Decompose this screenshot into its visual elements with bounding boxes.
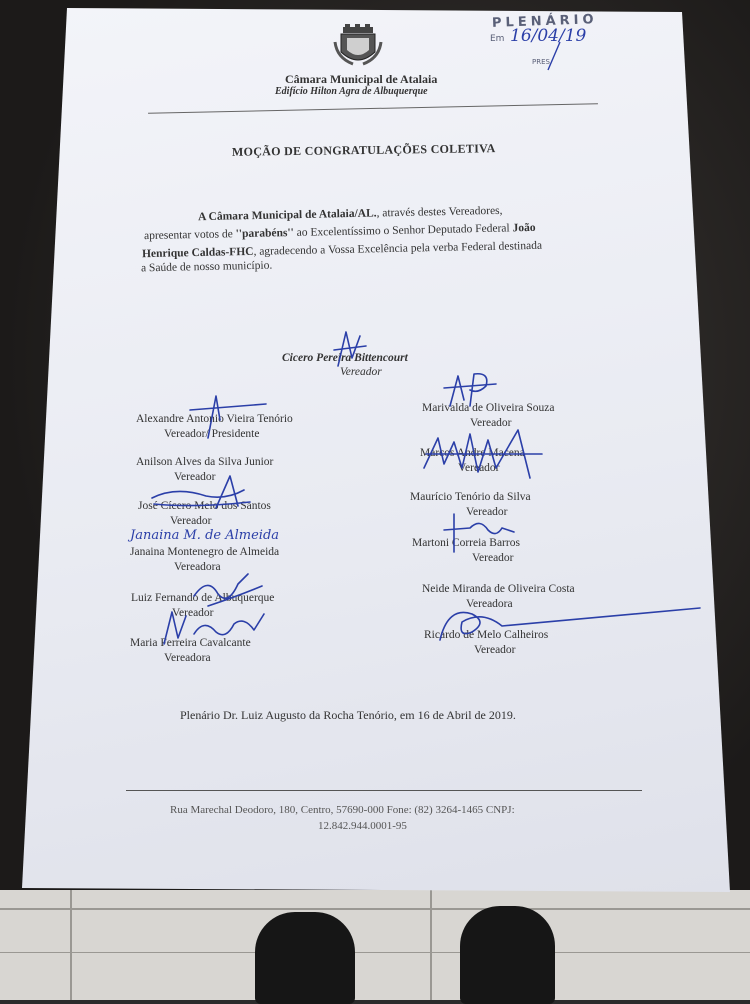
footer-address: Rua Marechal Deodoro, 180, Centro, 57690-000 Fone: (82) 3264-1465 CNPJ:: [170, 804, 515, 816]
signature-right-6: [432, 600, 707, 646]
signer-left-4-name: Janaina Montenegro de Almeida: [130, 546, 280, 558]
signature-left-3: [146, 468, 256, 514]
footer-cnpj: 12.842.944.0001-95: [318, 820, 407, 832]
stamp-prefix: Em: [490, 34, 505, 44]
signer-left-3-name: José Cícero Melo dos Santos: [138, 500, 271, 512]
signer-left-1-name: Alexandre Antonio Vieira Tenório: [136, 413, 293, 425]
signature-right-4: [440, 508, 520, 556]
signer-right-5-role: Vereadora: [466, 598, 513, 610]
stamp-date: 16/04/19: [510, 26, 587, 46]
building-name: Edifício Hilton Agra de Albuquerque: [275, 86, 428, 97]
signer-right-6-role: Vereador: [474, 644, 516, 656]
signer-left-1-role: Vereador/ Presidente: [164, 428, 260, 440]
signer-left-5-name: Luiz Fernando de Albuquerque: [131, 592, 275, 604]
signer-left-3-role: Vereador: [170, 515, 212, 527]
body-line-2b: ''parabéns'': [235, 226, 294, 241]
signer-left-6-name: Maria Ferreira Cavalcante: [130, 637, 251, 649]
signature-left-6: [160, 604, 270, 648]
body-line-1-text: , através destes Vereadores,: [376, 204, 503, 220]
body-line-1-bold: A Câmara Municipal de Atalaia/AL.: [197, 207, 377, 224]
body-line-3a: Henrique Caldas-FHC: [141, 245, 254, 261]
signer-right-2-name: Marcos Andre Macena: [420, 447, 525, 459]
body-line-2a: apresentar votos de: [143, 228, 236, 243]
signature-left-1: [180, 390, 270, 440]
document-title: MOÇÃO DE CONGRATULAÇÕES COLETIVA: [231, 141, 496, 159]
signer-right-5-name: Neide Miranda de Oliveira Costa: [422, 583, 575, 595]
coat-of-arms-logo: [333, 24, 383, 68]
signer-right-4-name: Martoni Correia Barros: [412, 537, 520, 549]
stamp-suffix: PRES: [532, 58, 550, 66]
signer-center-role: Vereador: [340, 366, 382, 378]
signer-left-2-name: Anilson Alves da Silva Junior: [136, 456, 274, 468]
tiled-floor: [0, 890, 750, 1000]
place-date: Plenário Dr. Luiz Augusto da Rocha Tenório, em 16 de Abril de 2019.: [180, 708, 516, 722]
signer-left-6-role: Vereadora: [164, 652, 211, 664]
body-line-2d: João: [512, 221, 536, 235]
signer-right-1-name: Marivalda de Oliveira Souza: [422, 402, 555, 414]
footer-divider: [126, 790, 642, 791]
stamp-word: PLENÁRIO: [491, 12, 598, 31]
signer-left-4-role: Vereadora: [174, 561, 221, 573]
signer-right-1-role: Vereador: [470, 417, 512, 429]
institution-name: Câmara Municipal de Atalaia: [285, 72, 438, 86]
signer-right-6-name: Ricardo de Melo Calheiros: [424, 629, 549, 641]
signer-right-3-role: Vereador: [466, 506, 508, 518]
plenario-stamp: [488, 12, 596, 74]
body-line-3b: , agradecendo a Vossa Excelência pela verba Federal destinada: [253, 239, 543, 258]
signer-left-5-role: Vereador: [172, 607, 214, 619]
signature-right-1: [440, 366, 500, 412]
signature-center: [330, 326, 370, 372]
signature-left-4-handwritten: Janaina M. de Almeida: [130, 528, 280, 543]
signer-right-4-role: Vereador: [472, 552, 514, 564]
document-paper: [22, 8, 730, 892]
signer-right-3-name: Maurício Tenório da Silva: [410, 491, 531, 503]
body-line-2c: ao Excelentíssimo o Senhor Deputado Federal: [293, 222, 513, 239]
signer-right-2-role: Vereador: [458, 462, 500, 474]
body-line-4a: a Saúde de nosso município.: [140, 259, 273, 275]
signature-right-2: [418, 424, 548, 488]
signer-left-2-role: Vereador: [174, 471, 216, 483]
signer-center-name: Cicero Pereira Bittencourt: [282, 352, 408, 364]
